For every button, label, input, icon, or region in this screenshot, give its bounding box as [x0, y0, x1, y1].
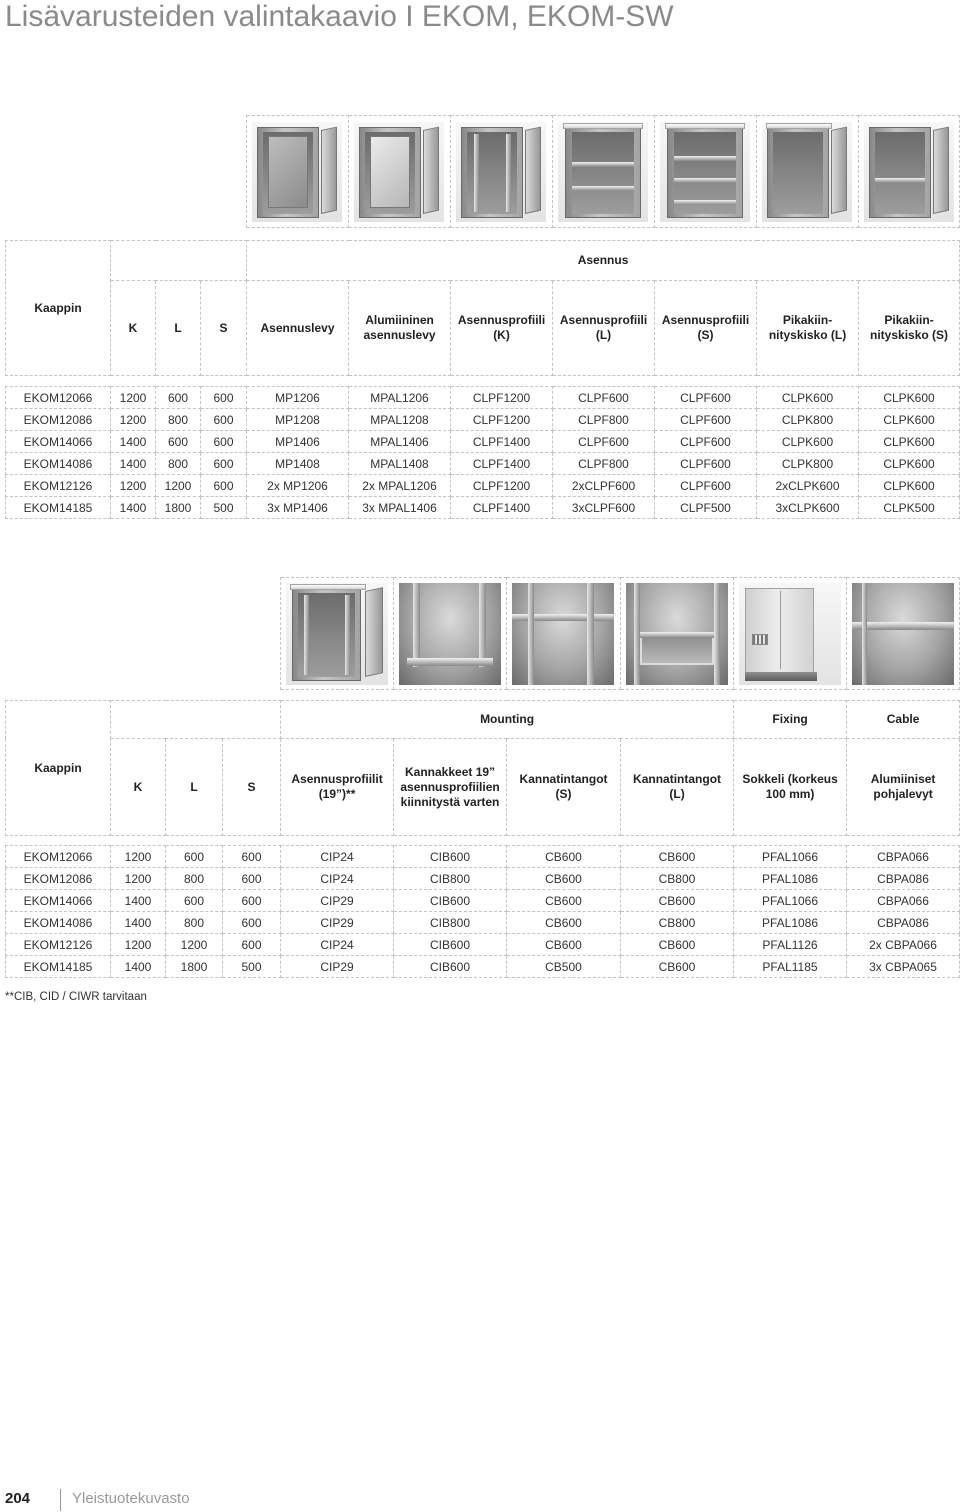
plinth [745, 672, 816, 681]
cell-profiili-k: CLPF1400 [451, 431, 553, 453]
cell-kannakkeet: CIB600 [394, 846, 507, 868]
header-asennusprofiili-s: Asennusprofiili (S) [655, 281, 757, 376]
cell-s: 600 [223, 846, 281, 868]
cabinet-door [365, 587, 383, 677]
cell-asennuslevy: MP1206 [247, 387, 349, 409]
photo-cell [847, 577, 960, 690]
vertical-profile [714, 583, 720, 685]
cell-model: EKOM14185 [6, 956, 111, 978]
header-group-mounting: Mounting [281, 701, 734, 739]
cell-model: EKOM12086 [6, 868, 111, 890]
photo-strip-asennus [246, 115, 960, 228]
horizontal-profile [674, 178, 735, 183]
vent-grille [752, 634, 767, 645]
mounting-plate [268, 136, 308, 208]
page-title: Lisävarusteiden valintakaavio I EKOM, EKOM-SW [5, 0, 674, 33]
support-bar [512, 614, 614, 621]
vertical-profile [479, 583, 486, 667]
header-alumiiniset-pohjalevyt: Alumiiniset pohjalevyt [847, 739, 960, 836]
cabinet-roof [665, 123, 744, 129]
vertical-profile [528, 583, 534, 685]
cell-kannakkeet: CIB800 [394, 868, 507, 890]
cell-profiili-k: CLPF1400 [451, 497, 553, 519]
cell-kannakkeet: CIB600 [394, 934, 507, 956]
cell-profiili-k: CLPF1200 [451, 475, 553, 497]
cell-sokkeli: PFAL1126 [734, 934, 847, 956]
cabinet-interior [773, 132, 823, 214]
table-1-data [5, 386, 960, 519]
cabinet-roof [766, 123, 833, 129]
aluminium-mounting-plate [370, 136, 410, 208]
photo-asennusprofiili-l [558, 122, 648, 222]
photo-cell [247, 115, 349, 228]
cell-l: 600 [166, 846, 223, 868]
cabinet-roof [563, 123, 642, 129]
cell-s: 600 [201, 409, 247, 431]
cell-k: 1400 [111, 497, 156, 519]
cell-profiili-k: CLPF1200 [451, 387, 553, 409]
header-asennusprofiilit-19: Asennusprofiilit (19”)** [281, 739, 394, 836]
cell-model: EKOM14185 [6, 497, 111, 519]
cell-k: 1400 [111, 431, 156, 453]
cell-s: 500 [201, 497, 247, 519]
cell-model: EKOM12086 [6, 409, 111, 431]
photo-cell [655, 115, 757, 228]
horizontal-profile [674, 200, 735, 205]
table-row [6, 453, 960, 475]
cell-profiili-l: 2xCLPF600 [553, 475, 655, 497]
bottom-rail [852, 622, 954, 630]
cell-l: 1800 [166, 956, 223, 978]
cabinet-door [423, 127, 439, 214]
cell-alu-asennuslevy: 2x MPAL1206 [349, 475, 451, 497]
cell-model: EKOM14066 [6, 431, 111, 453]
cell-asennuslevy: 2x MP1206 [247, 475, 349, 497]
table-row [6, 497, 960, 519]
cell-l: 800 [156, 409, 201, 431]
cell-k: 1400 [111, 890, 166, 912]
door-seam [780, 591, 781, 669]
vertical-profile [413, 583, 420, 667]
photo-kannatintangot-l [626, 583, 728, 685]
header-kannatintangot-s: Kannatintangot (S) [507, 739, 621, 836]
photo-asennusprofiili-k [456, 122, 546, 222]
cell-profiili-s: CLPF600 [655, 431, 757, 453]
cell-profiili-l: CLPF800 [553, 409, 655, 431]
photo-pikakiinnityskisko-s [864, 122, 954, 222]
cell-s: 600 [201, 431, 247, 453]
cell-tangot-l: CB800 [621, 912, 734, 934]
cell-alu-asennuslevy: MPAL1208 [349, 409, 451, 431]
cell-k: 1400 [111, 912, 166, 934]
cell-tangot-l: CB600 [621, 846, 734, 868]
vertical-profile [634, 583, 640, 685]
cell-l: 1800 [156, 497, 201, 519]
cell-pohjalevyt: 2x CBPA066 [847, 934, 960, 956]
cell-alu-asennuslevy: MPAL1408 [349, 453, 451, 475]
cell-s: 600 [201, 453, 247, 475]
cell-sokkeli: PFAL1086 [734, 912, 847, 934]
photo-kannakkeet [399, 583, 501, 685]
cell-l: 600 [166, 890, 223, 912]
support-bracket [407, 658, 493, 665]
cell-kisko-s: CLPK600 [859, 431, 960, 453]
cell-sokkeli: PFAL1086 [734, 868, 847, 890]
table-row [6, 431, 960, 453]
header-blank [111, 701, 281, 739]
photo-strip-mounting [280, 577, 960, 690]
cell-l: 800 [166, 868, 223, 890]
cell-s: 600 [223, 912, 281, 934]
support-frame [640, 634, 713, 665]
cell-asennuslevy: 3x MP1406 [247, 497, 349, 519]
header-asennuslevy: Asennuslevy [247, 281, 349, 376]
cell-kisko-s: CLPK600 [859, 453, 960, 475]
cell-s: 500 [223, 956, 281, 978]
photo-asennusprofiili-s [660, 122, 750, 222]
vertical-profile [474, 134, 479, 212]
photo-kannatintangot-s [512, 583, 614, 685]
cell-l: 800 [156, 453, 201, 475]
din-rail [875, 178, 925, 183]
header-group-fixing: Fixing [734, 701, 847, 739]
vertical-profile [345, 595, 350, 675]
cell-k: 1200 [111, 475, 156, 497]
vertical-profile [304, 595, 309, 675]
photo-asennusprofiilit-19 [286, 583, 388, 685]
header-k: K [111, 739, 166, 836]
cell-tangot-s: CB600 [507, 934, 621, 956]
cell-l: 1200 [156, 475, 201, 497]
header-kannatintangot-l: Kannatintangot (L) [621, 739, 734, 836]
cell-pohjalevyt: CBPA086 [847, 868, 960, 890]
cell-profiili-s: CLPF500 [655, 497, 757, 519]
table-row [6, 912, 960, 934]
cell-model: EKOM14066 [6, 890, 111, 912]
cell-l: 600 [156, 387, 201, 409]
cell-s: 600 [201, 387, 247, 409]
photo-cell [859, 115, 960, 228]
cell-model: EKOM12126 [6, 934, 111, 956]
page-number: 204 [5, 1490, 31, 1507]
table-row [6, 409, 960, 431]
cell-profiili-l: 3xCLPF600 [553, 497, 655, 519]
photo-alumiininen-asennuslevy [354, 122, 444, 222]
header-group-cable: Cable [847, 701, 960, 739]
cell-profiili-s: CLPF600 [655, 387, 757, 409]
table-row [6, 890, 960, 912]
cell-profiili-s: CLPF600 [655, 409, 757, 431]
cabinet-door [831, 127, 847, 214]
cell-alu-asennuslevy: MPAL1406 [349, 431, 451, 453]
horizontal-profile [572, 186, 633, 191]
cell-kisko-s: CLPK600 [859, 409, 960, 431]
photo-alumiiniset-pohjalevyt [852, 583, 954, 685]
photo-cell [553, 115, 655, 228]
cell-profiili-s: CLPF600 [655, 475, 757, 497]
cell-s: 600 [223, 890, 281, 912]
cell-tangot-s: CB600 [507, 890, 621, 912]
header-kaappin: Kaappin [6, 701, 111, 836]
cell-tangot-l: CB600 [621, 934, 734, 956]
cell-profiili-l: CLPF600 [553, 387, 655, 409]
cell-s: 600 [223, 934, 281, 956]
cell-pohjalevyt: CBPA066 [847, 890, 960, 912]
cell-sokkeli: PFAL1066 [734, 846, 847, 868]
table-row [6, 956, 960, 978]
cabinet-door [933, 127, 949, 214]
cell-kannakkeet: CIB600 [394, 956, 507, 978]
cell-s: 600 [201, 475, 247, 497]
cabinet-door [321, 127, 337, 214]
table-row [6, 846, 960, 868]
cell-pohjalevyt: CBPA066 [847, 846, 960, 868]
cabinet-roof [290, 584, 365, 590]
cell-model: EKOM14086 [6, 453, 111, 475]
cell-kisko-l: CLPK600 [757, 431, 859, 453]
cell-kisko-s: CLPK500 [859, 497, 960, 519]
cell-kisko-l: 3xCLPK600 [757, 497, 859, 519]
header-l: L [156, 281, 201, 376]
photo-cell [394, 577, 507, 690]
header-group-asennus: Asennus [247, 241, 960, 281]
cell-alu-asennuslevy: MPAL1206 [349, 387, 451, 409]
cell-profiilit-19: CIP24 [281, 868, 394, 890]
header-s: S [223, 739, 281, 836]
header-pikakiinnityskisko-s: Pikakiin- nityskisko (S) [859, 281, 960, 376]
cell-model: EKOM12066 [6, 387, 111, 409]
header-k: K [111, 281, 156, 376]
cell-k: 1200 [111, 387, 156, 409]
horizontal-profile [572, 162, 633, 167]
photo-cell [621, 577, 734, 690]
cell-sokkeli: PFAL1185 [734, 956, 847, 978]
cabinet-interior [875, 132, 925, 214]
cell-profiilit-19: CIP29 [281, 912, 394, 934]
cell-kisko-l: CLPK600 [757, 387, 859, 409]
photo-sokkeli [739, 583, 841, 685]
vertical-profile [506, 134, 511, 212]
cell-sokkeli: PFAL1066 [734, 890, 847, 912]
cell-k: 1400 [111, 453, 156, 475]
cell-asennuslevy: MP1406 [247, 431, 349, 453]
cell-l: 600 [156, 431, 201, 453]
cell-kisko-l: 2xCLPK600 [757, 475, 859, 497]
vertical-profile [587, 583, 593, 685]
cell-profiili-k: CLPF1200 [451, 409, 553, 431]
cell-l: 1200 [166, 934, 223, 956]
header-asennusprofiili-k: Asennusprofiili (K) [451, 281, 553, 376]
cell-kisko-s: CLPK600 [859, 475, 960, 497]
cell-l: 800 [166, 912, 223, 934]
header-kaappin: Kaappin [6, 241, 111, 376]
cell-kisko-l: CLPK800 [757, 409, 859, 431]
footer-divider [60, 1489, 61, 1511]
cell-tangot-s: CB500 [507, 956, 621, 978]
header-l: L [166, 739, 223, 836]
cell-profiili-l: CLPF800 [553, 453, 655, 475]
cell-profiilit-19: CIP29 [281, 890, 394, 912]
table-row [6, 934, 960, 956]
header-sokkeli: Sokkeli (korkeus 100 mm) [734, 739, 847, 836]
photo-asennuslevy [252, 122, 342, 222]
cell-s: 600 [223, 868, 281, 890]
photo-cell [507, 577, 621, 690]
cell-kisko-s: CLPK600 [859, 387, 960, 409]
cell-k: 1200 [111, 846, 166, 868]
cell-pohjalevyt: 3x CBPA065 [847, 956, 960, 978]
table-1-header [5, 240, 960, 376]
cell-k: 1200 [111, 868, 166, 890]
cell-profiili-k: CLPF1400 [451, 453, 553, 475]
cell-profiilit-19: CIP24 [281, 934, 394, 956]
photo-cell [451, 115, 553, 228]
cell-tangot-s: CB600 [507, 912, 621, 934]
cell-kannakkeet: CIB600 [394, 890, 507, 912]
cell-tangot-s: CB600 [507, 868, 621, 890]
cell-asennuslevy: MP1408 [247, 453, 349, 475]
table-row [6, 475, 960, 497]
table-row [6, 868, 960, 890]
table-2-header [5, 700, 960, 836]
header-kannakkeet: Kannakkeet 19” asennusprofiilien kiinnitystä varten [394, 739, 507, 836]
header-blank [111, 241, 247, 281]
cell-profiili-l: CLPF600 [553, 431, 655, 453]
cell-tangot-l: CB600 [621, 956, 734, 978]
cell-k: 1400 [111, 956, 166, 978]
cell-k: 1200 [111, 934, 166, 956]
header-alumiininen-asennuslevy: Alumiininen asennuslevy [349, 281, 451, 376]
cell-model: EKOM14086 [6, 912, 111, 934]
horizontal-profile [674, 156, 735, 161]
vertical-profile [862, 583, 867, 685]
support-bar [634, 632, 720, 638]
cell-profiilit-19: CIP29 [281, 956, 394, 978]
cell-asennuslevy: MP1208 [247, 409, 349, 431]
photo-pikakiinnityskisko-l [762, 122, 852, 222]
cell-model: EKOM12126 [6, 475, 111, 497]
cabinet-door [525, 127, 541, 214]
table-2-data [5, 845, 960, 978]
header-asennusprofiili-l: Asennusprofiili (L) [553, 281, 655, 376]
cell-pohjalevyt: CBPA086 [847, 912, 960, 934]
cell-tangot-s: CB600 [507, 846, 621, 868]
photo-cell [349, 115, 451, 228]
table-row [6, 387, 960, 409]
photo-cell [757, 115, 859, 228]
cell-kannakkeet: CIB800 [394, 912, 507, 934]
cell-model: EKOM12066 [6, 846, 111, 868]
cell-alu-asennuslevy: 3x MPAL1406 [349, 497, 451, 519]
cell-profiili-s: CLPF600 [655, 453, 757, 475]
header-pikakiinnityskisko-l: Pikakiin- nityskisko (L) [757, 281, 859, 376]
cell-k: 1200 [111, 409, 156, 431]
publication-name: Yleistuotekuvasto [72, 1490, 190, 1507]
photo-cell [281, 577, 394, 690]
cell-kisko-l: CLPK800 [757, 453, 859, 475]
header-s: S [201, 281, 247, 376]
footnote: **CIB, CID / CIWR tarvitaan [5, 991, 147, 1003]
cell-tangot-l: CB600 [621, 890, 734, 912]
cell-profiilit-19: CIP24 [281, 846, 394, 868]
cell-tangot-l: CB800 [621, 868, 734, 890]
photo-cell [734, 577, 847, 690]
cabinet-interior [572, 132, 633, 214]
